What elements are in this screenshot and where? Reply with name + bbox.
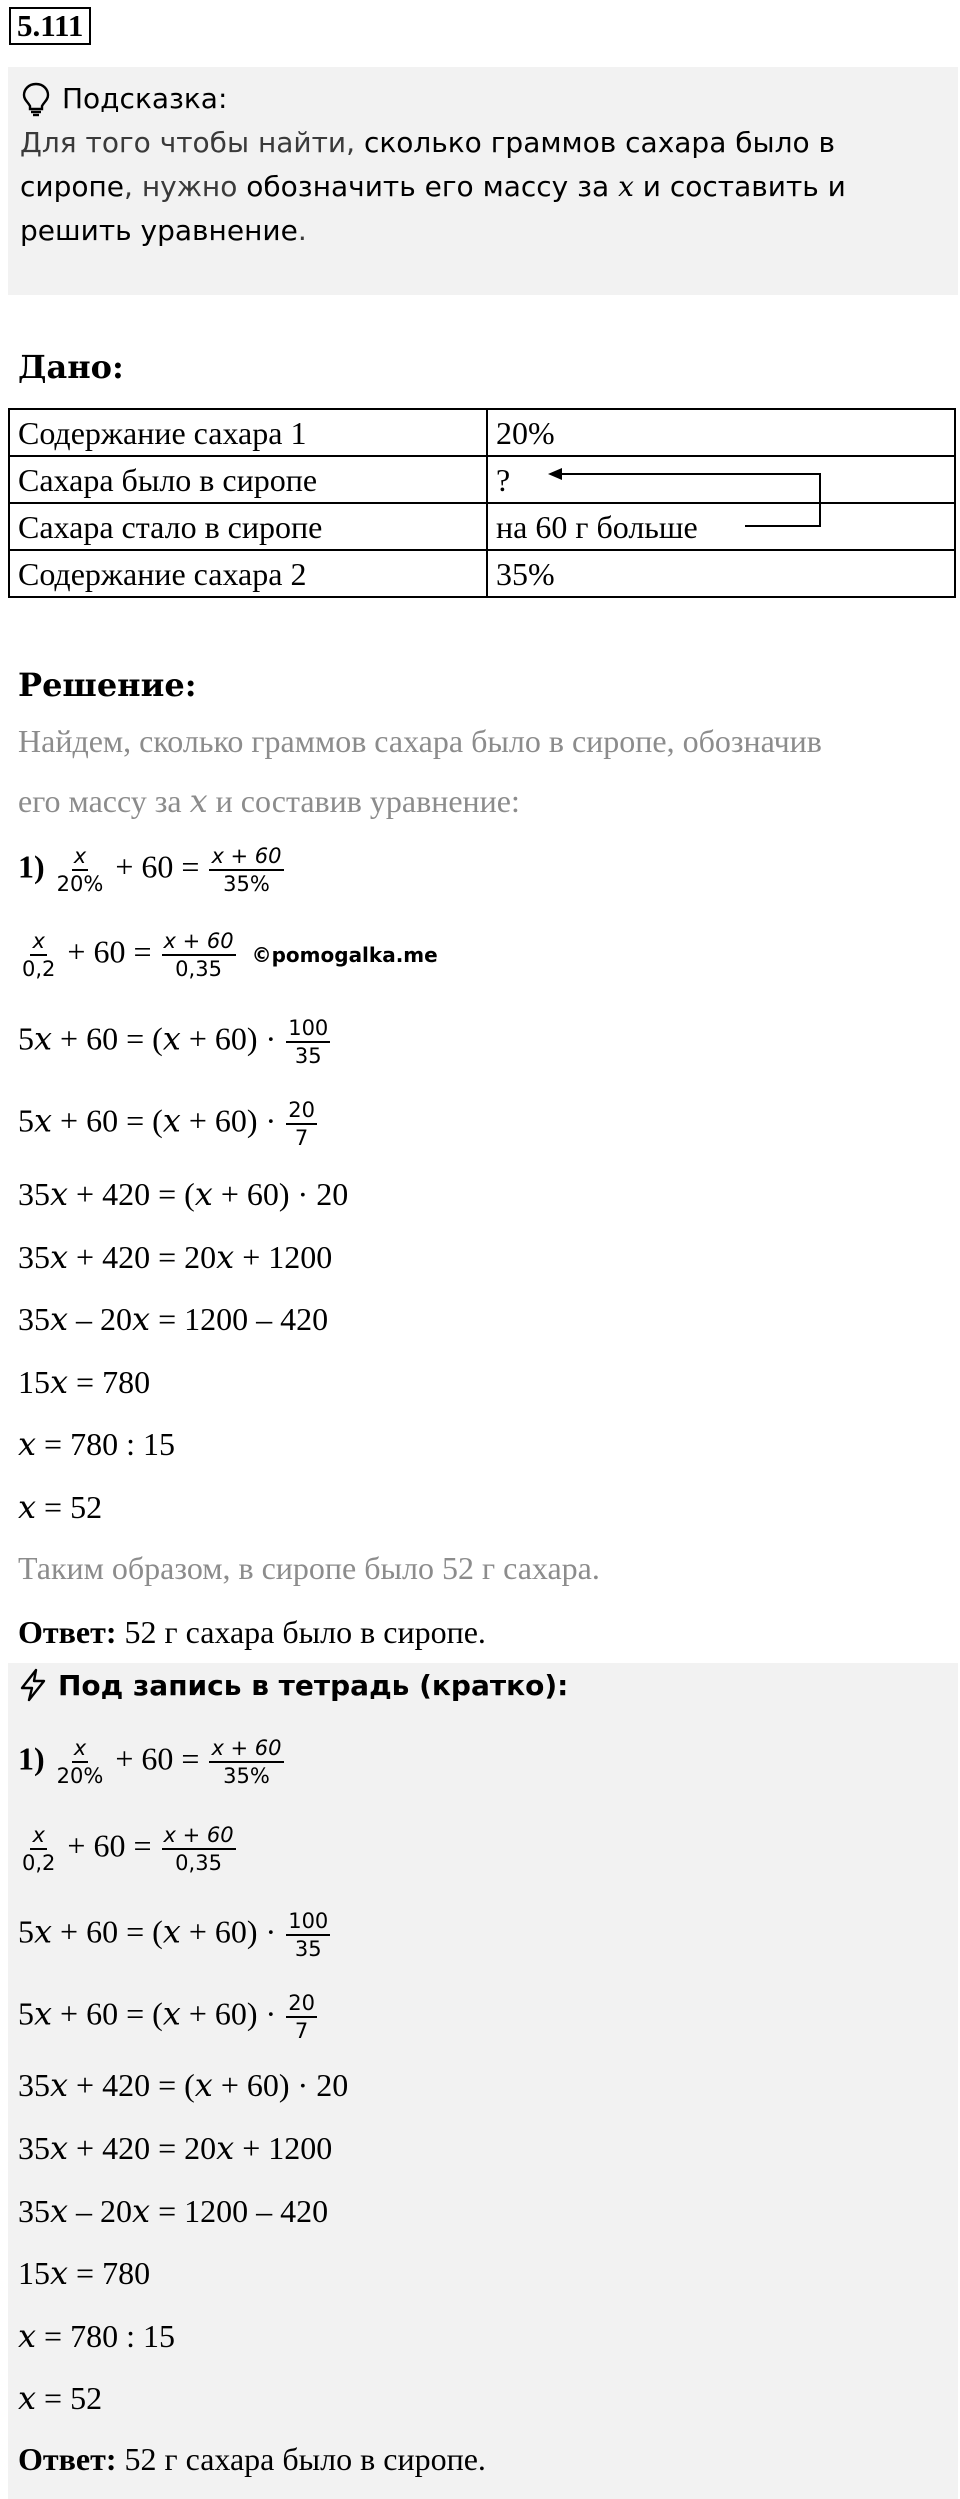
equation-3: 5x + 60 = (x + 60) · $\frac{100}{35}$ [18, 1016, 329, 1068]
hint-line-1: Для того чтобы найти, сколько граммов сахара было в [20, 126, 836, 159]
table-cell: 35% [487, 550, 955, 597]
equation-5: 35x + 420 = (x + 60) · 20 [18, 1175, 349, 1213]
hint-line-2: сиропе, нужно обозначить его массу за x и составить и [20, 170, 846, 203]
equation-4: 5x + 60 = (x + 60) · $\frac{20}{7}$ [18, 1098, 315, 1150]
conclusion: Таким образом, в сиропе было 52 г сахара. [18, 1550, 600, 1586]
short-equation-7: 35x – 20x = 1200 – 420 [18, 2192, 329, 2230]
solution-label: Решение: [18, 666, 197, 704]
hint-line-3: решить уравнение. [20, 214, 307, 247]
short-equation-1: 1) $\frac{x}{20\%}$ + 60 = $\frac{x + 60}{35\%}$ [18, 1736, 282, 1788]
short-equation-8: 15x = 780 [18, 2254, 151, 2292]
answer: Ответ: 52 г сахара было в сиропе. [18, 1614, 486, 1650]
equation-7: 35x – 20x = 1200 – 420 [18, 1300, 329, 1338]
table-cell: Сахара стало в сиропе [9, 503, 487, 550]
equation-9: x = 780 : 15 [18, 1425, 175, 1463]
equation-2: $\frac{x}{0,2}$ + 60 = $\frac{x + 60}{0,35}$ ©pomogalka.me [22, 929, 438, 981]
short-title: Под запись в тетрадь (кратко): [58, 1668, 569, 1702]
short-equation-3: 5x + 60 = (x + 60) · $\frac{100}{35}$ [18, 1909, 329, 1961]
short-equation-10: x = 52 [18, 2379, 103, 2417]
short-equation-5: 35x + 420 = (x + 60) · 20 [18, 2066, 349, 2104]
table-cell: Содержание сахара 2 [9, 550, 487, 597]
equation-8: 15x = 780 [18, 1363, 151, 1401]
relation-arrow [0, 0, 960, 600]
short-equation-4: 5x + 60 = (x + 60) · $\frac{20}{7}$ [18, 1991, 315, 2043]
equation-6: 35x + 420 = 20x + 1200 [18, 1238, 333, 1276]
short-title-row [18, 1668, 568, 1702]
table-cell: Сахара было в сиропе [9, 456, 487, 503]
table-cell: ? [487, 456, 955, 503]
lightning-icon [18, 1668, 48, 1702]
equation-1: 1) $\frac{x}{20\%}$ + 60 = $\frac{x + 60}{35\%}$ [18, 844, 282, 896]
table-cell: 20% [487, 409, 955, 456]
table-cell: Содержание сахара 1 [9, 409, 487, 456]
short-equation-2: $\frac{x}{0,2}$ + 60 = $\frac{x + 60}{0,35}$ [22, 1823, 234, 1875]
equation-10: x = 52 [18, 1488, 103, 1526]
short-answer: Ответ: 52 г сахара было в сиропе. [18, 2441, 486, 2477]
solution-intro-line-1: Найдем, сколько граммов сахара было в сиропе, обозначив [18, 723, 822, 759]
watermark: ©pomogalka.me [251, 943, 438, 967]
short-equation-9: x = 780 : 15 [18, 2317, 175, 2355]
given-label: Дано: [18, 348, 124, 386]
short-equation-6: 35x + 420 = 20x + 1200 [18, 2129, 333, 2167]
task-number: 5.111 [9, 7, 91, 45]
hint-title: Подсказка: [62, 82, 228, 115]
solution-intro-line-2: его массу за x и составив уравнение: [18, 782, 520, 820]
table-cell: на 60 г больше [487, 503, 955, 550]
